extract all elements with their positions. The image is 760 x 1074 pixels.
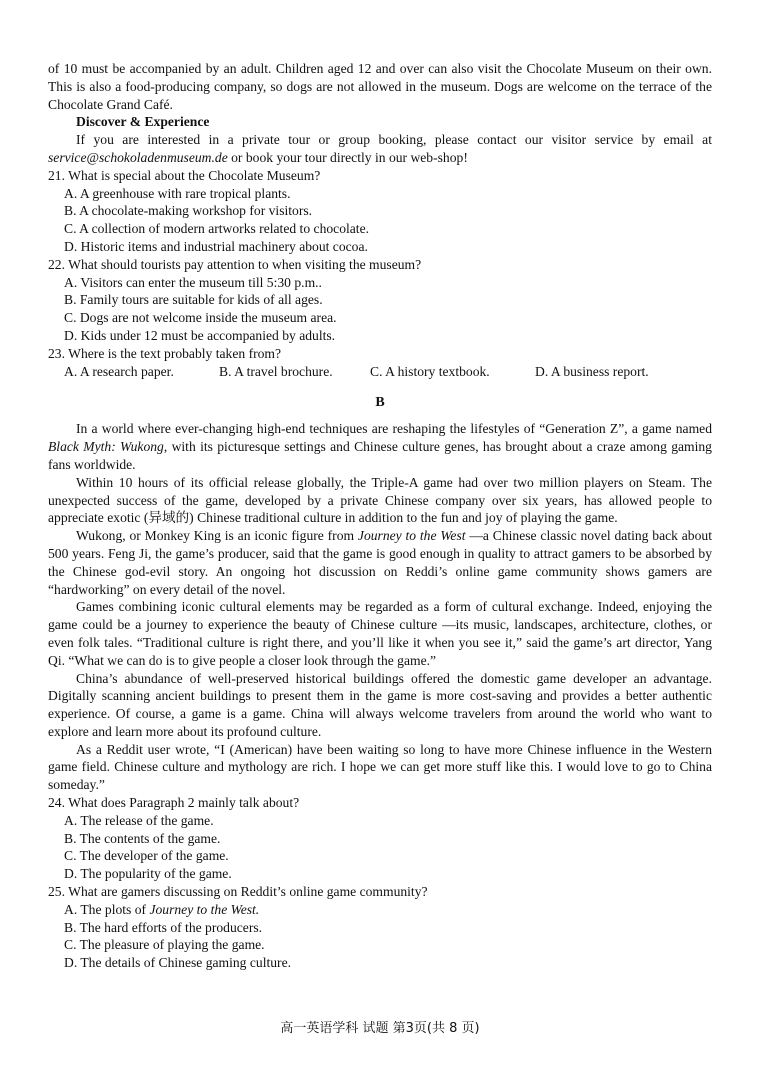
p1-text-end: , with its picturesque settings and Chinese culture genes, has brought about a craze among gaming fans worldwide. [48,439,712,472]
q25-option-a-text: A. The plots of [64,901,150,917]
q25-option-a [48,901,712,919]
contact-paragraph [48,131,712,167]
question-24: 24. What does Paragraph 2 mainly talk about? [48,795,300,811]
q23-option-b: B. A travel brochure. [219,363,333,379]
passage-b-paragraph-3 [48,527,712,598]
page-footer: 高一英语学科 试题 第3页(共 8 页) [280,1021,480,1036]
passage-a-paragraph: of 10 must be accompanied by an adult. Children aged 12 and over can also visit the Chocolate Museum on their own. This is also a food-producing company, so dogs are not allowed in the museum. Dogs are welcome on the terrace of the Chocolate Grand Café. [48,61,712,112]
q23-option-a: A. A research paper. [64,363,174,379]
q24-option-a: A. The release of the game. [64,812,214,828]
p3-text-end: —a Chinese classic novel dating back about 500 years. Feng Ji, the game’s producer, said that the game is good enough in quality to attract gamers to be absorbed by the Chinese god-evil story. An ongoing hot discussion on Reddi’s online game community shows gamers are “hardworking” on every detail of the novel. [48,528,712,597]
q21-option-d: D. Historic items and industrial machinery about cocoa. [64,238,368,254]
passage-b-paragraph-2: Within 10 hours of its official release globally, the Triple-A game had over two million players on Steam. The unexpected success of the game, developed by a private Chinese company over six years, has allowed people to appreciate exotic (异域的) Chinese traditional culture in addition to the fun and joy of playing the game. [48,474,712,526]
question-23: 23. Where is the text probably taken from? [48,345,282,361]
question-22: 22. What should tourists pay attention to when visiting the museum? [48,256,422,272]
discover-heading: Discover & Experience [76,114,210,130]
q25-option-d: D. The details of Chinese gaming culture. [64,955,292,971]
question-21: 21. What is special about the Chocolate Museum? [48,167,321,183]
exam-page [48,60,712,972]
q24-option-c: C. The developer of the game. [64,848,229,864]
question-25: 25. What are gamers discussing on Reddit’s online game community? [48,884,428,900]
contact-text: If you are interested in a private tour or group booking, please contact our visitor service by email at [76,132,712,148]
contact-text-end: or book your tour directly in our web-shop! [227,149,468,165]
q25-option-b: B. The hard efforts of the producers. [64,919,263,935]
q21-option-a: A. A greenhouse with rare tropical plants. [64,185,291,201]
q21-option-c: C. A collection of modern artworks related to chocolate. [64,221,370,237]
novel-title: Journey to the West [357,528,466,544]
q23-options [48,363,712,381]
q21-option-b: B. A chocolate-making workshop for visitors. [64,203,313,219]
q23-option-d: D. A business report. [535,363,649,379]
q24-option-b: B. The contents of the game. [64,830,221,846]
q23-option-c: C. A history textbook. [370,363,490,379]
p3-text: Wukong, or Monkey King is an iconic figure from [76,528,358,544]
p1-text: In a world where ever-changing high-end techniques are reshaping the lifestyles of “Generation Z”, a game named [76,421,712,437]
email-address: service@schokoladenmuseum.de [48,149,228,165]
passage-b-paragraph-5: China’s abundance of well-preserved historical buildings offered the domestic game developer an advantage. Digitally scanning ancient buildings to present them in the game is more cost-saving and provides a better authentic experience. Of course, a game is a game. China will always welcome travelers from around the world who want to explore and learn more about its profound culture. [48,670,712,739]
q24-option-d: D. The popularity of the game. [64,866,232,882]
passage-b-paragraph-4: Games combining iconic cultural elements may be regarded as a form of cultural exchange. Indeed, enjoying the game could be a journey to experience the beauty of Chinese culture —its music, landscapes, architecture, clothes, or even folk tales. “Traditional culture is right there, and you’ll like it when you see it,” said the game’s art director, Yang Qi. “What we can do is to give people a closer look through the game.” [48,599,712,668]
q22-option-c: C. Dogs are not welcome inside the museum area. [64,310,337,326]
section-b-heading: B [375,395,385,411]
q22-option-b: B. Family tours are suitable for kids of all ages. [64,292,323,308]
q25-option-a-title: Journey to the West. [149,901,260,917]
q22-option-a: A. Visitors can enter the museum till 5:30 p.m.. [64,274,322,290]
passage-b-paragraph-6: As a Reddit user wrote, “I (American) have been waiting so long to have more Chinese influence in the Western game field. Chinese culture and mythology are rich. I hope we can get more stuff like this. I would love to go to China someday.” [48,741,712,793]
game-title: Black Myth: Wukong [48,439,164,455]
q25-option-c: C. The pleasure of playing the game. [64,937,265,953]
q22-option-d: D. Kids under 12 must be accompanied by adults. [64,327,336,343]
passage-b-paragraph-1 [48,420,712,473]
